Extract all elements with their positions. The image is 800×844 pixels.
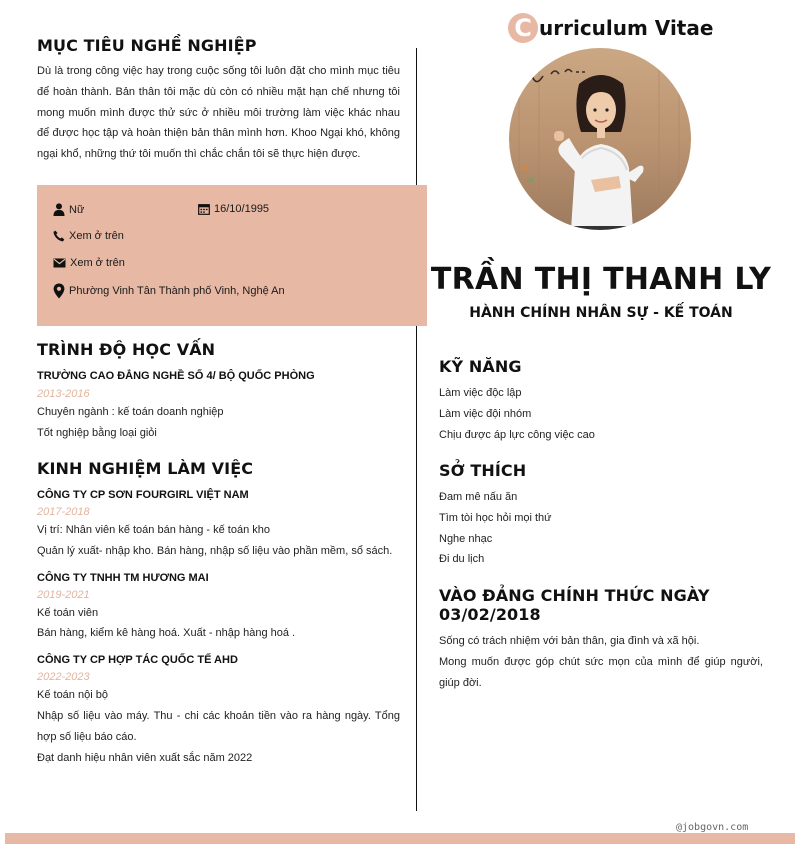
party-title: VÀO ĐẢNG CHÍNH THỨC NGÀY 03/02/2018 bbox=[439, 586, 710, 624]
hobbies-section bbox=[439, 461, 763, 570]
job-line: Kế toán viên bbox=[37, 606, 99, 619]
phone-row bbox=[53, 230, 124, 242]
skill-item: Làm việc đội nhóm bbox=[439, 407, 532, 420]
job-line: Bán hàng, kiểm kê hàng hoá. Xuất - nhập hàng hoá . bbox=[37, 627, 296, 640]
education-period: 2013-2016 bbox=[37, 388, 90, 400]
hobby-item: Đam mê nấu ăn bbox=[439, 491, 518, 503]
candidate-name: TRẦN THỊ THANH LY bbox=[430, 262, 772, 297]
calendar-icon bbox=[198, 203, 210, 215]
candidate-job-title: HÀNH CHÍNH NHÂN SỰ - KẾ TOÁN bbox=[469, 305, 733, 321]
experience-title: KINH NGHIỆM LÀM VIỆC bbox=[37, 459, 254, 478]
phone-icon bbox=[53, 230, 65, 242]
user-icon bbox=[53, 203, 65, 216]
skills-section bbox=[439, 357, 763, 445]
job-line: Kế toán nội bộ bbox=[37, 689, 108, 702]
party-line: Sống có trách nhiệm với bản thân, gia đình và xã hội. bbox=[439, 635, 700, 647]
mail-icon bbox=[53, 258, 66, 268]
objective-section bbox=[37, 36, 400, 165]
portrait-illustration bbox=[509, 48, 691, 230]
footer-accent-bar bbox=[5, 833, 795, 844]
skills-title: KỸ NĂNG bbox=[439, 357, 522, 376]
column-divider bbox=[416, 48, 417, 811]
email-value: Xem ở trên bbox=[70, 257, 125, 269]
hobby-item: Nghe nhạc bbox=[439, 532, 493, 545]
address-row bbox=[53, 283, 285, 299]
gender-value: Nữ bbox=[69, 203, 85, 216]
job-line: Đạt danh hiệu nhân viên xuất sắc năm 2022 bbox=[37, 751, 253, 764]
education-line: Chuyên ngành : kế toán doanh nghiệp bbox=[37, 406, 224, 418]
job-period: 2017-2018 bbox=[37, 506, 90, 518]
gender-row bbox=[53, 203, 84, 216]
job-line: Quản lý xuất- nhập kho. Bán hàng, nhập số liệu vào phần mềm, sổ sách. bbox=[37, 544, 393, 557]
job-line: Vị trí: Nhân viên kế toán bán hàng - kế toán kho bbox=[37, 524, 270, 536]
party-line: Mong muốn được góp chút sức mọn của mình để giúp người, giúp đời. bbox=[439, 655, 763, 689]
job-entry bbox=[37, 572, 400, 645]
skill-item: Làm việc độc lập bbox=[439, 387, 522, 399]
phone-value: Xem ở trên bbox=[69, 230, 124, 242]
skill-item: Chịu được áp lực công việc cao bbox=[439, 428, 595, 441]
birthdate-value: 16/10/1995 bbox=[214, 203, 270, 215]
job-company: CÔNG TY CP SƠN FOURGIRL VIỆT NAM bbox=[37, 489, 249, 501]
school-name: TRƯỜNG CAO ĐẲNG NGHỀ SỐ 4/ BỘ QUỐC PHÒNG bbox=[37, 370, 315, 382]
hobby-item: Tìm tòi học hỏi mọi thứ bbox=[439, 511, 552, 524]
cv-heading bbox=[508, 13, 713, 43]
party-section bbox=[439, 586, 763, 693]
job-line: Nhập số liệu vào máy. Thu - chi các khoản tiền vào ra hàng ngày. Tổng hợp số liệu báo cáo. bbox=[37, 709, 400, 743]
education-section bbox=[37, 340, 400, 444]
location-pin-icon bbox=[53, 283, 65, 299]
portrait-photo bbox=[509, 48, 691, 230]
job-entry bbox=[37, 489, 400, 562]
job-company: CÔNG TY TNHH TM HƯƠNG MAI bbox=[37, 571, 209, 584]
job-company: CÔNG TY CP HỢP TÁC QUỐC TẾ AHD bbox=[37, 654, 238, 667]
personal-info-box bbox=[37, 185, 427, 326]
objective-title: MỤC TIÊU NGHỀ NGHIỆP bbox=[37, 36, 257, 55]
education-title: TRÌNH ĐỘ HỌC VẤN bbox=[37, 340, 216, 359]
job-period: 2019-2021 bbox=[37, 588, 90, 601]
email-row bbox=[53, 257, 125, 269]
education-line: Tốt nghiệp bằng loại giỏi bbox=[37, 426, 157, 439]
experience-section bbox=[37, 459, 400, 768]
job-entry bbox=[37, 654, 400, 768]
objective-text: Dù là trong công việc hay trong cuộc sống tôi luôn đặt cho mình mục tiêu để hoàn thành. Bản thân tôi mặc dù còn có nhiều mặt hạn chế nhưng tôi mong muốn mình được thử sức ở nhiều môi trường làm việc khác nhau để được học tập và hoàn thiện bản thân mình hơn. Khoo Ngại khó, không ngại khổ, những thứ tôi muốn thì chắc chắn tôi sẽ thực hiện được. bbox=[37, 65, 400, 161]
cv-initial-badge: C bbox=[508, 13, 538, 43]
address-value: Phường Vinh Tân Thành phố Vinh, Nghệ An bbox=[69, 285, 285, 297]
job-period: 2022-2023 bbox=[37, 671, 90, 684]
hobby-item: Đi du lịch bbox=[439, 553, 485, 566]
cv-heading-text: urriculum Vitae bbox=[539, 16, 714, 40]
birthdate-row bbox=[198, 203, 269, 215]
watermark-text: @jobgovn.com bbox=[676, 822, 749, 833]
hobbies-title: SỞ THÍCH bbox=[439, 461, 527, 480]
